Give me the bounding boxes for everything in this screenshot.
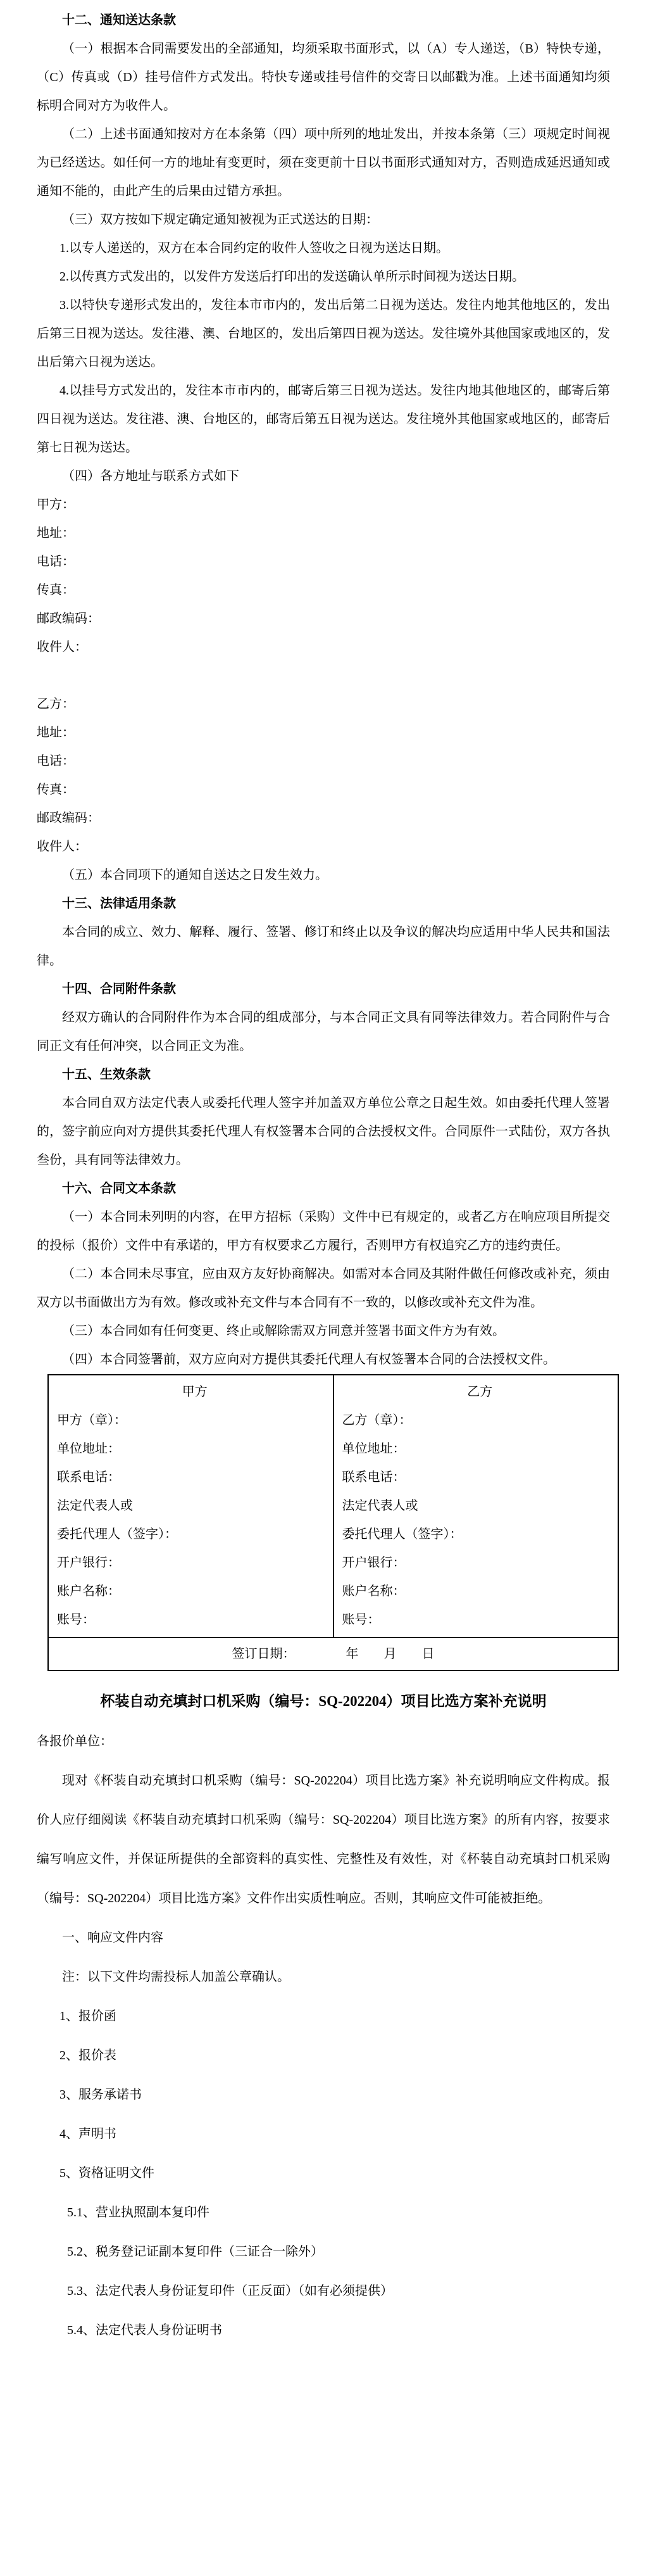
sign-date-label: 签订日期： xyxy=(232,1647,296,1661)
party-a-name-label: 甲方： xyxy=(37,498,75,512)
party-b-account-name-label: 账户名称： xyxy=(342,1584,406,1598)
party-b-fax-label: 传真： xyxy=(37,783,75,797)
supplement-title: 杯装自动充填封口机采购（编号：SQ-202204）项目比选方案补充说明 xyxy=(100,1693,547,1709)
item-tax-registration-copy: 5.2、税务登记证副本复印件（三证合一除外） xyxy=(67,2245,323,2259)
party-a-phone-label: 电话： xyxy=(37,555,75,569)
sign-date-month: 月 xyxy=(383,1647,397,1661)
party-b-signature-cell xyxy=(333,1375,619,1638)
party-b-address-label: 地址： xyxy=(37,726,75,740)
blank-line xyxy=(37,662,610,690)
item-business-license-copy: 5.1、营业执照副本复印件 xyxy=(67,2206,209,2219)
item-legal-rep-certificate: 5.4、法定代表人身份证明书 xyxy=(67,2323,222,2337)
party-b-phone-label: 电话： xyxy=(37,754,75,768)
heading-notice-delivery-clause: 十二、通知送达条款 xyxy=(62,13,176,27)
heading-applicable-law-clause: 十三、法律适用条款 xyxy=(62,897,176,911)
item-service-commitment: 3、服务承诺书 xyxy=(59,2088,142,2102)
para-effectiveness: 本合同自双方法定代表人或委托代理人签字并加盖双方单位公章之日起生效。如由委托代理人签署的，签字前应向对方提供其委托代理人有权签署本合同的合法授权文件。合同原件一式陆份，双方各执叁份，具有同等法律效力。 xyxy=(37,1096,610,1167)
party-b-bank-label: 开户银行： xyxy=(342,1556,406,1570)
party-b-account-number-label: 账号： xyxy=(342,1613,380,1627)
notice-delivery-item-4: 4.以挂号方式发出的，发往本市市内的，邮寄后第三日视为送达。发往内地其他地区的，邮寄后第四日视为送达。发往港、澳、台地区的，邮寄后第五日视为送达。发往境外其他国家或地区的，邮寄后第七日视为送达。 xyxy=(37,384,610,455)
party-a-agent-sign-label: 委托代理人（签字）： xyxy=(57,1527,177,1541)
item-quotation-letter: 1、报价函 xyxy=(59,2009,116,2023)
signature-table xyxy=(47,1374,619,1671)
party-a-signature-cell xyxy=(48,1375,333,1638)
sign-date-day: 日 xyxy=(421,1647,435,1661)
party-a-address-label: 地址： xyxy=(37,526,75,540)
heading-contract-annex-clause: 十四、合同附件条款 xyxy=(62,982,176,996)
party-a-contact-phone-label: 联系电话： xyxy=(57,1470,120,1484)
sign-date-year: 年 xyxy=(346,1647,359,1661)
para-notice-1: （一）根据本合同需要发出的全部通知，均须采取书面形式，以（A）专人递送，（B）特快专递，（C）传真或（D）挂号信件方式发出。特快专递或挂号信件的交寄日以邮戳为准。上述书面通知均须标明合同对方为收件人。 xyxy=(37,42,610,113)
para-notice-2: （二）上述书面通知按对方在本条第（四）项中所列的地址发出，并按本条第（三）项规定时间视为已经送达。如任何一方的地址有变更时，须在变更前十日以书面形式通知对方，否则造成延迟通知或通知不能的，由此产生的后果由过错方承担。 xyxy=(37,127,610,198)
para-contract-text-3: （三）本合同如有任何变更、终止或解除需双方同意并签署书面文件方为有效。 xyxy=(62,1324,505,1338)
para-notice-4: （四）各方地址与联系方式如下 xyxy=(62,469,239,483)
para-notice-5: （五）本合同项下的通知自送达之日发生效力。 xyxy=(62,868,328,882)
party-b-column-header: 乙方 xyxy=(467,1385,493,1399)
para-contract-text-1: （一）本合同未列明的内容，在甲方招标（采购）文件中已有规定的，或者乙方在响应项目所提交的投标（报价）文件中有承诺的，甲方有权要求乙方履行，否则甲方有权追究乙方的违约责任。 xyxy=(37,1210,610,1253)
party-a-recipient-label: 收件人： xyxy=(37,640,87,654)
party-b-postcode-label: 邮政编码： xyxy=(37,811,100,825)
party-a-bank-label: 开户银行： xyxy=(57,1556,120,1570)
party-b-legal-rep-label: 法定代表人或 xyxy=(342,1499,418,1513)
party-a-account-name-label: 账户名称： xyxy=(57,1584,120,1598)
notice-delivery-item-3: 3.以特快专递形式发出的，发往本市市内的，发出后第二日视为送达。发往内地其他地区的，发出后第三日视为送达。发往港、澳、台地区的，发出后第四日视为送达。发往境外其他国家或地区的，发出后第六日视为送达。 xyxy=(37,298,610,369)
party-b-name-label: 乙方： xyxy=(37,697,75,711)
party-b-contact-phone-label: 联系电话： xyxy=(342,1470,406,1484)
para-contract-text-4: （四）本合同签署前，双方应向对方提供其委托代理人有权签署本合同的合法授权文件。 xyxy=(62,1353,556,1367)
party-a-account-number-label: 账号： xyxy=(57,1613,95,1627)
para-applicable-law: 本合同的成立、效力、解释、履行、签署、修订和终止以及争议的解决均应适用中华人民共和国法律。 xyxy=(37,925,610,968)
section-response-file-content: 一、响应文件内容 xyxy=(62,1931,163,1945)
party-a-postcode-label: 邮政编码： xyxy=(37,612,100,626)
party-b-agent-sign-label: 委托代理人（签字）： xyxy=(342,1527,463,1541)
party-b-recipient-label: 收件人： xyxy=(37,840,87,854)
heading-contract-text-clause: 十六、合同文本条款 xyxy=(62,1182,176,1196)
party-a-column-header: 甲方 xyxy=(182,1385,208,1399)
note-stamp-confirmation: 注：以下文件均需投标人加盖公章确认。 xyxy=(62,1970,290,1984)
item-quotation-table: 2、报价表 xyxy=(59,2049,116,2062)
notice-delivery-item-2: 2.以传真方式发出的，以发件方发送后打印出的发送确认单所示时间视为送达日期。 xyxy=(59,270,525,284)
salutation: 各报价单位： xyxy=(37,1734,113,1748)
para-contract-annex: 经双方确认的合同附件作为本合同的组成部分，与本合同正文具有同等法律效力。若合同附件与合同正文有任何冲突，以合同正文为准。 xyxy=(37,1011,610,1053)
party-b-seal-label: 乙方（章）： xyxy=(342,1413,412,1427)
item-statement: 4、声明书 xyxy=(59,2127,116,2141)
supplement-document xyxy=(37,1681,610,2377)
party-a-seal-label: 甲方（章）： xyxy=(57,1413,127,1427)
supplement-intro-paragraph: 现对《杯装自动充填封口机采购（编号：SQ-202204）项目比选方案》补充说明响应文件构成。报价人应仔细阅读《杯装自动充填封口机采购（编号：SQ-202204）项目比选方案》的所有内容，按要求编写响应文件，并保证所提供的全部资料的真实性、完整性及有效性，对《杯装自动充填封口机采购（编号：SQ-202204）项目比选方案》文件作出实质性响应。否则，其响应文件可能被拒绝。 xyxy=(37,1774,610,1905)
heading-effectiveness-clause: 十五、生效条款 xyxy=(62,1068,151,1082)
item-qualification-documents: 5、资格证明文件 xyxy=(59,2166,154,2180)
party-b-unit-address-label: 单位地址： xyxy=(342,1442,406,1456)
sign-date-row xyxy=(48,1638,618,1670)
para-notice-3: （三）双方按如下规定确定通知被视为正式送达的日期： xyxy=(62,213,378,227)
item-legal-rep-id-copy: 5.3、法定代表人身份证复印件（正反面）（如有必须提供） xyxy=(67,2284,393,2298)
party-a-legal-rep-label: 法定代表人或 xyxy=(57,1499,133,1513)
para-contract-text-2: （二）本合同未尽事宜，应由双方友好协商解决。如需对本合同及其附件做任何修改或补充，须由双方以书面做出方为有效。修改或补充文件与本合同有不一致的，以修改或补充文件为准。 xyxy=(37,1267,610,1310)
party-a-unit-address-label: 单位地址： xyxy=(57,1442,120,1456)
notice-delivery-item-1: 1.以专人递送的，双方在本合同约定的收件人签收之日视为送达日期。 xyxy=(59,241,449,255)
party-a-fax-label: 传真： xyxy=(37,583,75,597)
